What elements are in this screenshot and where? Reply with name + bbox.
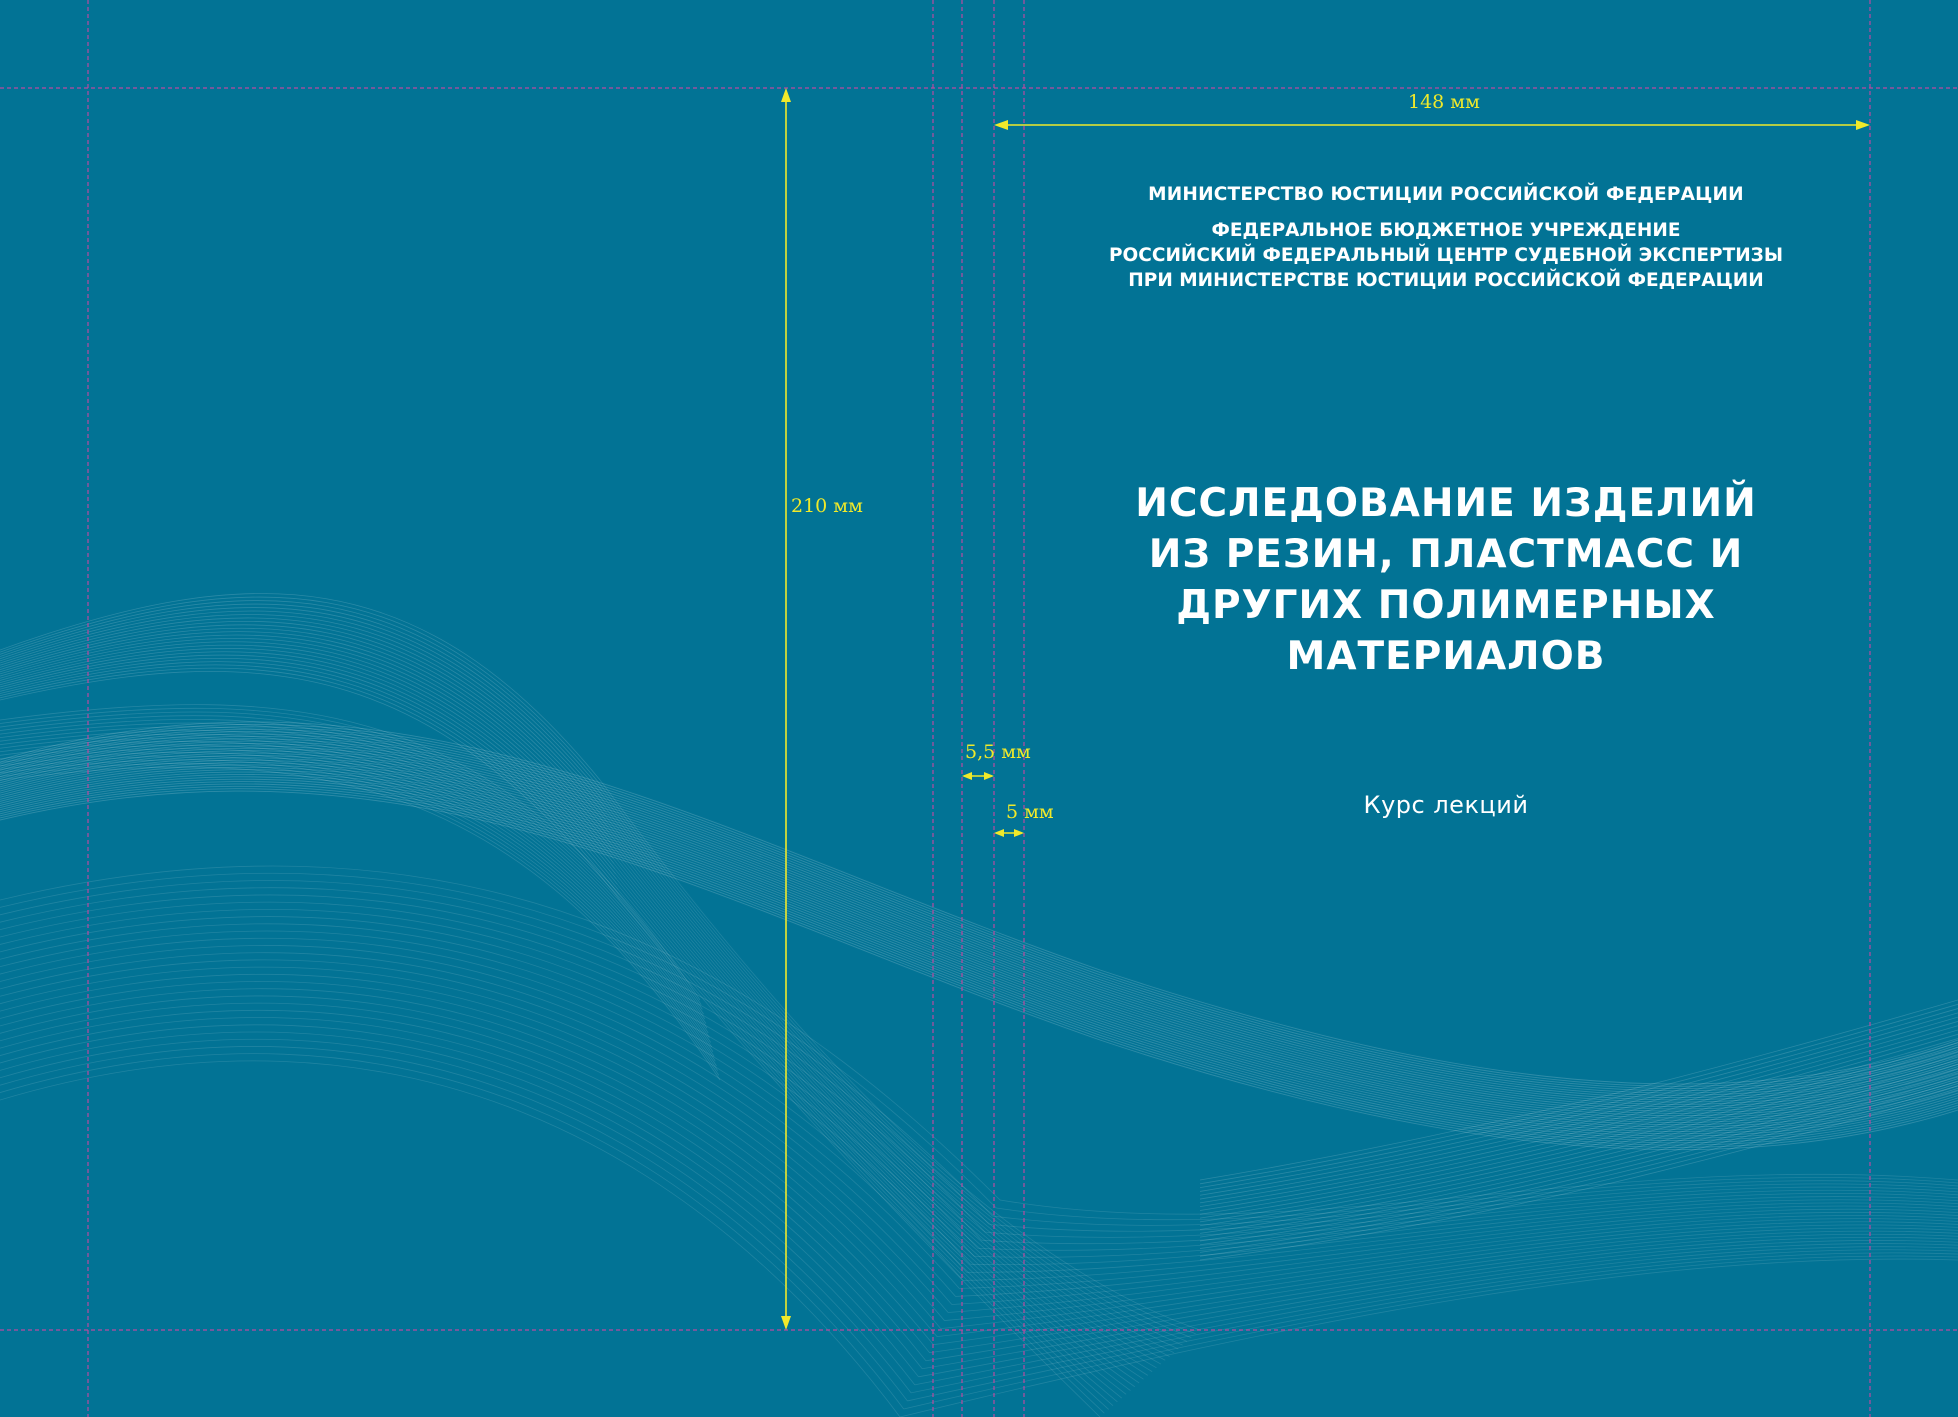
arrow-down-icon [781,1316,791,1330]
ministry-heading: МИНИСТЕРСТВО ЮСТИЦИИ РОССИЙСКОЙ ФЕДЕРАЦИИ [1148,184,1744,205]
dimension-width-label: 148 мм [1408,91,1480,113]
title-line: ИЗ РЕЗИН, ПЛАСТМАСС И [1148,532,1744,577]
arrow-right-small-icon [1014,829,1024,837]
institution-line: ПРИ МИНИСТЕРСТВЕ ЮСТИЦИИ РОССИЙСКОЙ ФЕДЕРАЦИИ [1128,270,1764,291]
title-line: МАТЕРИАЛОВ [1286,634,1606,679]
arrow-right-icon [1856,120,1870,130]
title-line: ИССЛЕДОВАНИЕ ИЗДЕЛИЙ [1135,481,1757,526]
arrow-left-small-icon [994,829,1004,837]
institution-line: РОССИЙСКИЙ ФЕДЕРАЛЬНЫЙ ЦЕНТР СУДЕБНОЙ ЭКСПЕРТИЗЫ [1109,245,1783,266]
dimension-spine-label: 5,5 мм [965,741,1031,763]
dimension-fold-label: 5 мм [1006,801,1054,823]
institution-block [996,218,1896,293]
book-title [996,478,1896,682]
arrow-up-icon [781,88,791,102]
institution-line: ФЕДЕРАЛЬНОЕ БЮДЖЕТНОЕ УЧРЕЖДЕНИЕ [1211,220,1681,241]
dimension-height-label: 210 мм [791,495,863,517]
arrow-left-small-icon [962,772,972,780]
arrow-left-icon [994,120,1008,130]
arrow-right-small-icon [984,772,994,780]
title-line: ДРУГИХ ПОЛИМЕРНЫХ [1176,583,1716,628]
book-subtitle: Курс лекций [1363,791,1529,819]
